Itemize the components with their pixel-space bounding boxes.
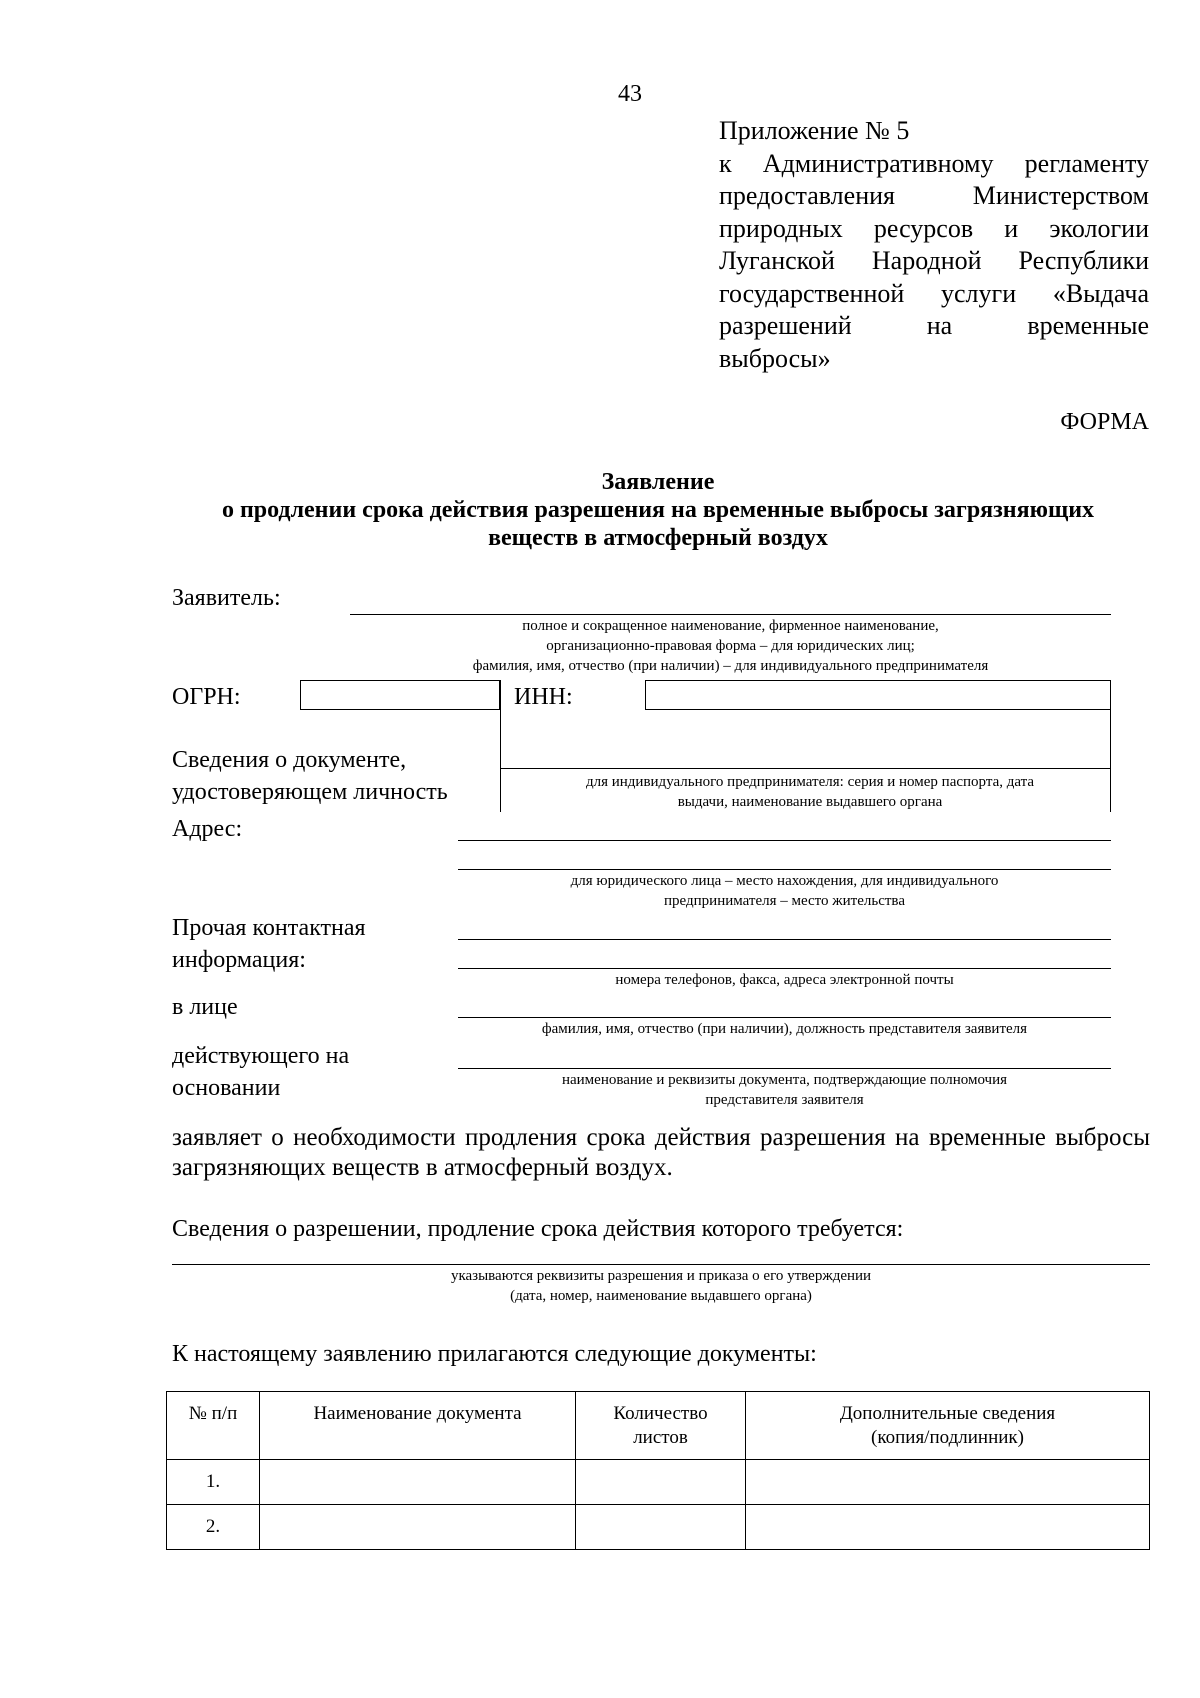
page-number: 43 [618, 81, 642, 107]
table-row [167, 1505, 1150, 1550]
address-hint: для юридического лица – место нахождения, для индивидуального предпринимателя – место жительства [570, 873, 999, 909]
appendix-line: природных ресурсов и экологии [719, 213, 1149, 243]
row-extra-info[interactable] [746, 1460, 1150, 1505]
row-extra-info[interactable] [746, 1505, 1150, 1550]
appendix-line: Луганской Народной Республики [719, 246, 1149, 275]
header-extra-info: Дополнительные сведения (копия/подлинник) [746, 1392, 1150, 1460]
contact-label: Прочая контактная информация: [172, 915, 366, 973]
basis-field[interactable] [458, 1068, 1111, 1069]
identity-doc-field[interactable] [500, 768, 1111, 769]
divider [500, 680, 501, 812]
contact-field-2[interactable] [458, 968, 1111, 969]
address-field-1[interactable] [458, 840, 1111, 841]
title-line-1: Заявление [601, 469, 715, 495]
appendix-line: разрешений на временные [719, 311, 1149, 340]
identity-doc-label: Сведения о документе, удостоверяющем личность [172, 747, 448, 805]
applicant-field[interactable] [350, 614, 1111, 615]
permit-info-field[interactable] [172, 1264, 1150, 1265]
address-field-2[interactable] [458, 869, 1111, 870]
header-sheets: Количество листов [576, 1392, 746, 1460]
basis-hint: наименование и реквизиты документа, подтверждающие полномочия представителя заявителя [561, 1072, 1008, 1108]
document-title [166, 468, 1150, 552]
row-sheets[interactable] [576, 1505, 746, 1550]
permit-info-hint: указываются реквизиты разрешения и приказа о его утверждении (дата, номер, наименование выдавшего органа) [450, 1268, 872, 1304]
header-num: № п/п [167, 1392, 260, 1460]
attachments-table [166, 1391, 1150, 1550]
appendix-line: к Административному регламенту [719, 148, 1149, 178]
contact-hint: номера телефонов, факса, адреса электронной почты [615, 972, 954, 988]
applicant-label: Заявитель: [172, 585, 281, 611]
appendix-line: предоставления Министерством [719, 181, 1149, 210]
contact-field-1[interactable] [458, 939, 1111, 940]
title-line-2: о продлении срока действия разрешения на временные выбросы загрязняющих [221, 497, 1095, 523]
inn-field[interactable] [645, 680, 1111, 710]
representative-hint: фамилия, имя, отчество (при наличии), должность представителя заявителя [541, 1021, 1028, 1037]
appendix-line: государственной услуги «Выдача [719, 278, 1149, 308]
row-doc-name[interactable] [260, 1460, 576, 1505]
inn-label: ИНН: [514, 684, 573, 710]
appendix-line: выбросы» [719, 343, 831, 373]
statement-text: заявляет о необходимости продления срока действия разрешения на временные выбросы загрязняющих веществ в атмосферный воздух. [172, 1124, 1150, 1181]
title-line-3: веществ в атмосферный воздух [488, 525, 828, 551]
table-header-row [167, 1392, 1150, 1460]
ogrn-field[interactable] [300, 680, 500, 710]
table-row [167, 1460, 1150, 1505]
ogrn-label: ОГРН: [172, 684, 241, 710]
representative-label: в лице [172, 994, 238, 1020]
representative-field[interactable] [458, 1017, 1111, 1018]
basis-label: действующего на основании [172, 1043, 350, 1101]
divider [1110, 680, 1111, 812]
header-doc-name: Наименование документа [260, 1392, 576, 1460]
appendix-block [719, 115, 1149, 375]
attachments-label: К настоящему заявлению прилагаются следующие документы: [172, 1341, 817, 1367]
row-num: 2. [167, 1505, 260, 1550]
address-label: Адрес: [172, 816, 243, 842]
form-label: ФОРМА [1060, 409, 1149, 435]
appendix-line: Приложение № 5 [719, 116, 910, 145]
identity-doc-hint: для индивидуального предпринимателя: серия и номер паспорта, дата выдачи, наименование выдавшего органа [585, 774, 1035, 810]
applicant-hint: полное и сокращенное наименование, фирменное наименование, организационно-правовая форма – для юридических лиц; фамилия, имя, отчество (при наличии) – для индивидуального предпринимателя [472, 618, 989, 674]
row-sheets[interactable] [576, 1460, 746, 1505]
permit-info-label: Сведения о разрешении, продление срока действия которого требуется: [172, 1216, 904, 1242]
row-num: 1. [167, 1460, 260, 1505]
row-doc-name[interactable] [260, 1505, 576, 1550]
